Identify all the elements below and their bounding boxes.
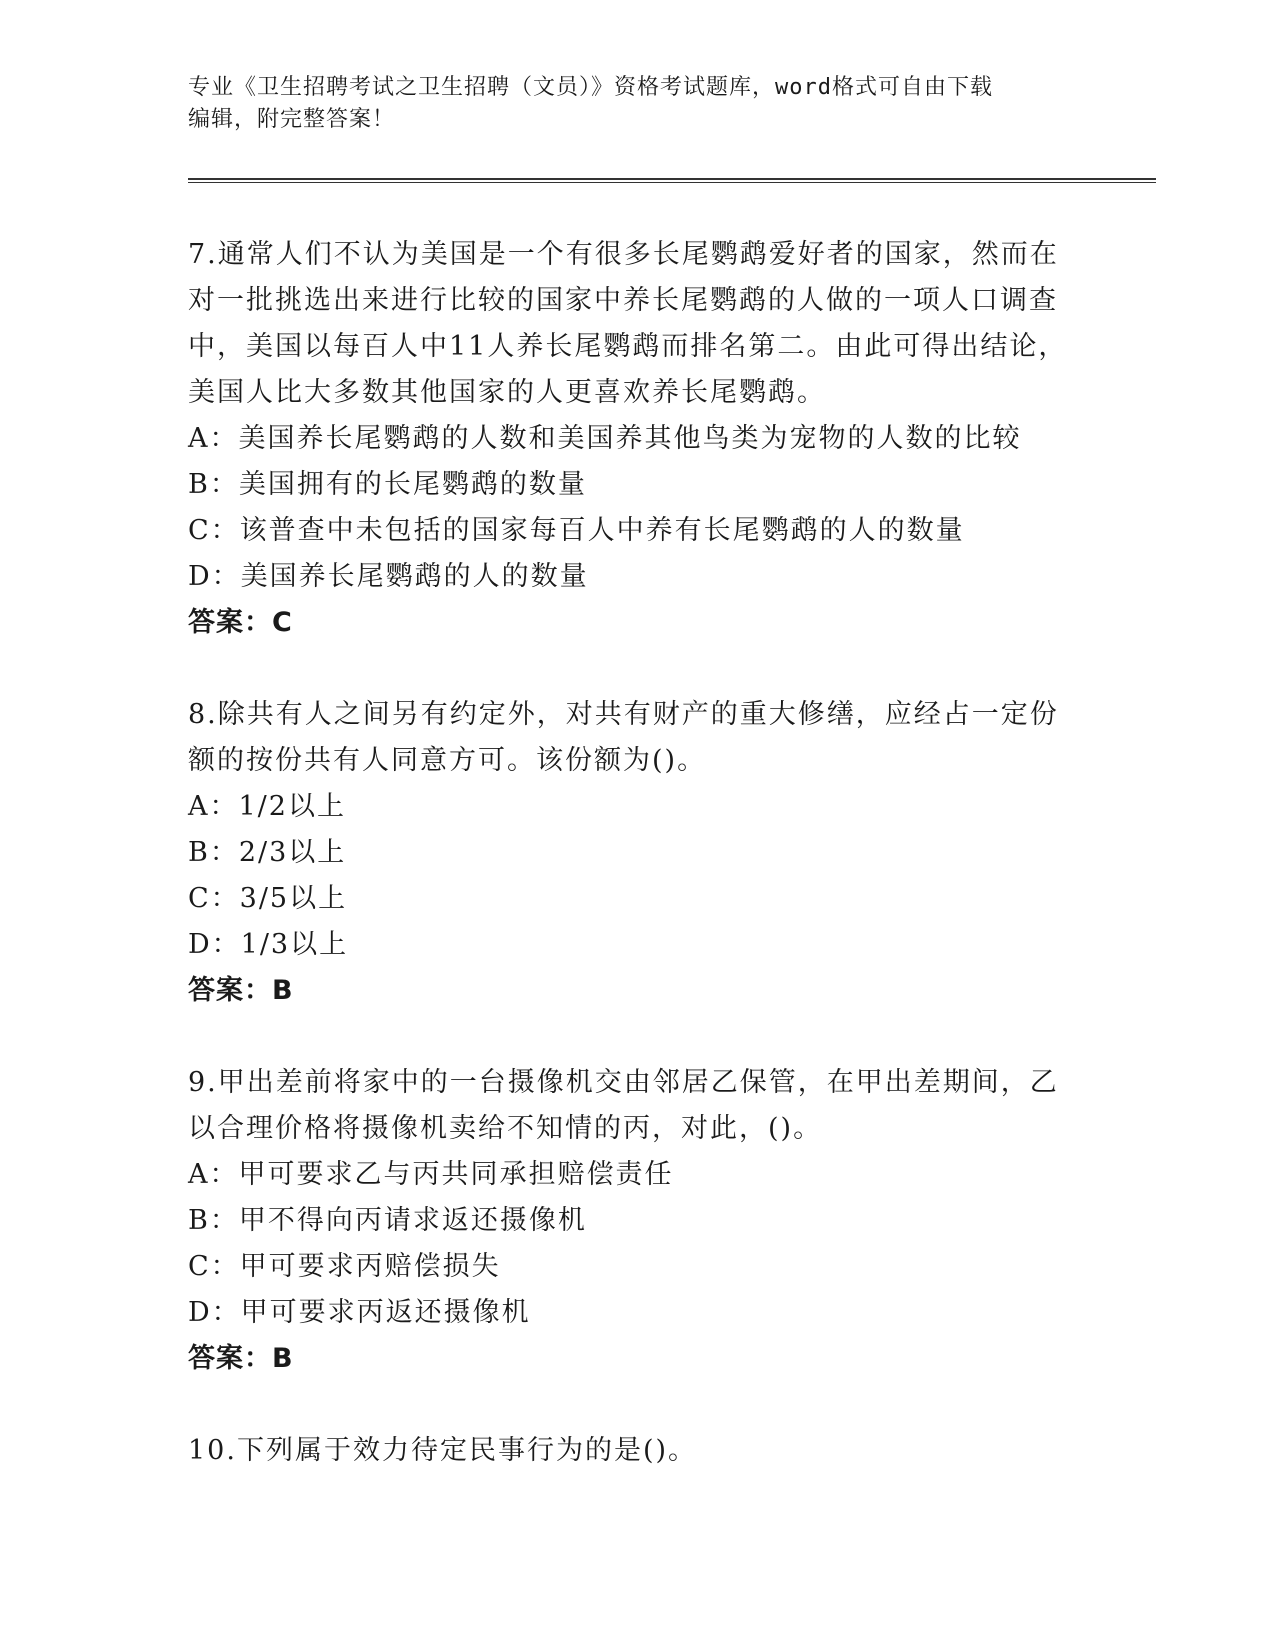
question-7 <box>188 232 1088 646</box>
question-stem-line: 9.甲出差前将家中的一台摄像机交由邻居乙保管，在甲出差期间，乙 <box>188 1067 1059 1098</box>
question-stem-line: 中，美国以每百人中11人养长尾鹦鹉而排名第二。由此可得出结论， <box>188 331 1068 362</box>
option-a: A：甲可要求乙与丙共同承担赔偿责任 <box>188 1159 674 1190</box>
header-divider <box>188 178 1156 183</box>
question-stem-line: 额的按份共有人同意方可。该份额为()。 <box>188 745 707 776</box>
question-8 <box>188 692 1088 1014</box>
question-9 <box>188 1060 1088 1382</box>
option-c: C：3/5以上 <box>188 883 348 914</box>
option-d: D：1/3以上 <box>188 929 349 960</box>
question-stem-line: 以合理价格将摄像机卖给不知情的丙，对此，()。 <box>188 1113 823 1144</box>
option-b: B：2/3以上 <box>188 837 347 868</box>
option-c: C：该普查中未包括的国家每百人中养有长尾鹦鹉的人的数量 <box>188 515 965 546</box>
answer-label: 答案：C <box>188 607 293 638</box>
option-b: B：甲不得向丙请求返还摄像机 <box>188 1205 587 1236</box>
question-10 <box>188 1428 1088 1474</box>
question-list <box>188 232 1088 1520</box>
option-c: C：甲可要求丙赔偿损失 <box>188 1251 501 1282</box>
option-a: A：1/2以上 <box>188 791 346 822</box>
answer-label: 答案：B <box>188 1343 294 1374</box>
option-d: D：甲可要求丙返还摄像机 <box>188 1297 531 1328</box>
question-stem-line: 对一批挑选出来进行比较的国家中养长尾鹦鹉的人做的一项人口调查 <box>188 285 1058 316</box>
option-d: D：美国养长尾鹦鹉的人的数量 <box>188 561 589 592</box>
question-stem-line: 8.除共有人之间另有约定外，对共有财产的重大修缮，应经占一定份 <box>188 699 1059 730</box>
question-stem-line: 7.通常人们不认为美国是一个有很多长尾鹦鹉爱好者的国家，然而在 <box>188 239 1059 270</box>
option-b: B：美国拥有的长尾鹦鹉的数量 <box>188 469 587 500</box>
header-line-1: 专业《卫生招聘考试之卫生招聘（文员）》资格考试题库，word格式可自由下载 <box>188 75 993 100</box>
answer-label: 答案：B <box>188 975 294 1006</box>
question-stem-line: 10.下列属于效力待定民事行为的是()。 <box>188 1435 698 1466</box>
question-stem-line: 美国人比大多数其他国家的人更喜欢养长尾鹦鹉。 <box>188 377 826 408</box>
header-line-2: 编辑，附完整答案！ <box>188 107 396 132</box>
document-header <box>188 72 1068 136</box>
option-a: A：美国养长尾鹦鹉的人数和美国养其他鸟类为宠物的人数的比较 <box>188 423 1022 454</box>
